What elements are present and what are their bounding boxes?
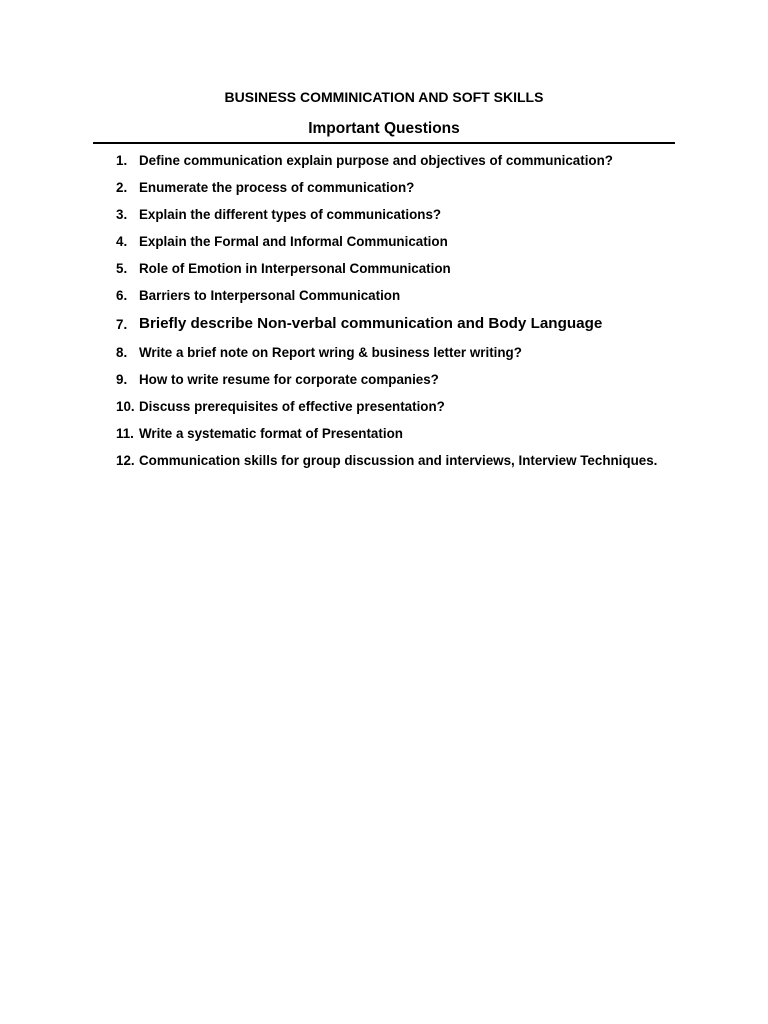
question-text: Briefly describe Non-verbal communication and Body Language <box>139 315 603 332</box>
question-text: Explain the Formal and Informal Communication <box>139 234 448 249</box>
question-text: Discuss prerequisites of effective presentation? <box>139 399 445 414</box>
question-text: Barriers to Interpersonal Communication <box>139 288 401 303</box>
document-subtitle: Important Questions <box>308 120 460 137</box>
question-number: 5. <box>116 261 128 276</box>
question-text: Write a systematic format of Presentation <box>139 426 403 441</box>
question-number: 11. <box>116 426 134 441</box>
question-number: 6. <box>116 288 128 303</box>
question-text: Communication skills for group discussion and interviews, Interview Techniques. <box>139 453 658 468</box>
question-number: 12. <box>116 453 135 468</box>
question-text: Write a brief note on Report wring & business letter writing? <box>139 345 522 360</box>
question-number: 10. <box>116 399 135 414</box>
question-text: Role of Emotion in Interpersonal Communication <box>139 261 451 276</box>
question-text: Explain the different types of communications? <box>139 207 442 222</box>
question-text: Define communication explain purpose and objectives of communication? <box>139 153 613 168</box>
document-title: BUSINESS COMMINICATION AND SOFT SKILLS <box>224 89 544 105</box>
question-number: 2. <box>116 180 128 195</box>
title-divider <box>93 142 675 144</box>
question-number: 8. <box>116 345 128 360</box>
question-number: 1. <box>116 153 128 168</box>
question-number: 9. <box>116 372 128 387</box>
question-number: 3. <box>116 207 128 222</box>
question-text: How to write resume for corporate companies? <box>139 372 439 387</box>
question-number: 7. <box>116 317 128 332</box>
question-number: 4. <box>116 234 128 249</box>
question-text: Enumerate the process of communication? <box>139 180 415 195</box>
